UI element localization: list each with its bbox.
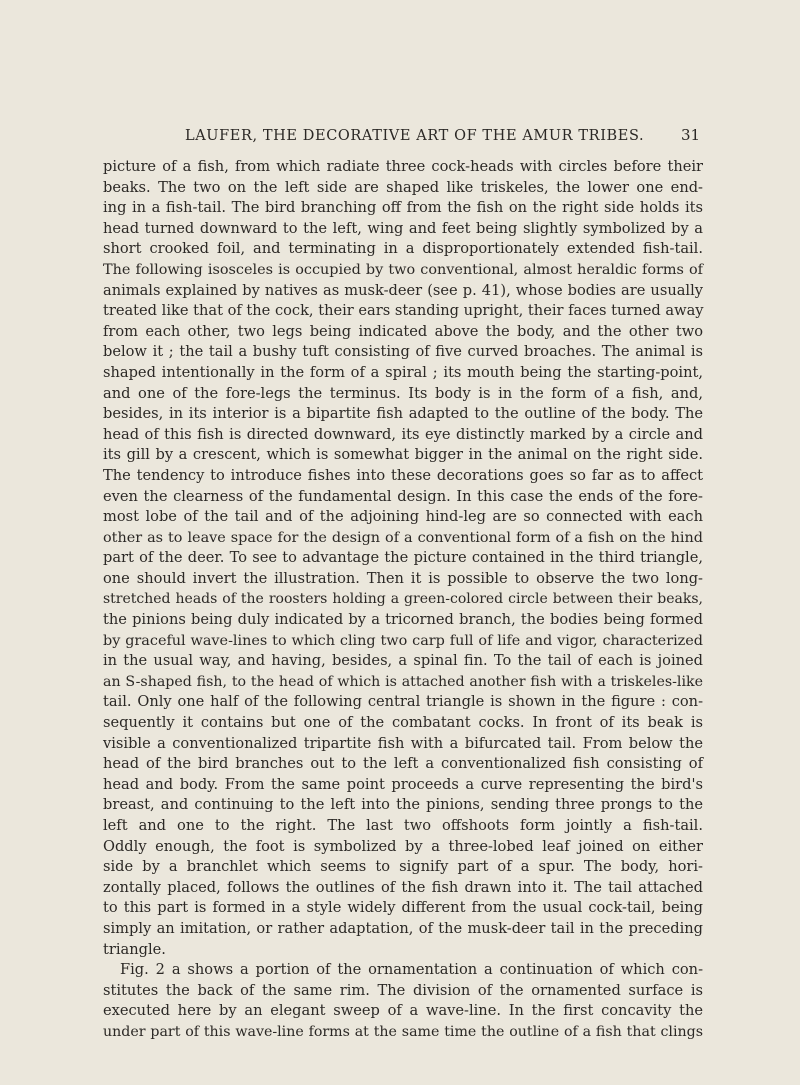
text-line: in the usual way, and having, besides, a spinal fin. To the tail of each is joined — [103, 652, 703, 670]
text-line: to this part is formed in a style widely different from the usual cock-tail, being — [103, 899, 703, 917]
text-line: The following isosceles is occupied by two conventional, almost heraldic forms of — [103, 261, 703, 278]
text-line: its gill by a crescent, which is somewhat bigger in the animal on the right side. — [103, 446, 703, 464]
text-line: executed here by an elegant sweep of a wave-line. In the first concavity the — [103, 1002, 703, 1020]
text-line: short crooked foil, and terminating in a disproportionately extended fish-tail. — [103, 240, 703, 258]
text-line: shaped intentionally in the form of a spiral ; its mouth being the starting-point, — [103, 363, 703, 381]
text-line: stretched heads of the roosters holding a green-colored circle between their beaks, — [103, 591, 703, 608]
paragraph-start-line: Fig. 2 a shows a portion of the ornamentation a continuation of which con- — [120, 961, 703, 979]
text-line: most lobe of the tail and of the adjoining hind-leg are so connected with each — [103, 508, 703, 526]
text-line: even the clearness of the fundamental design. In this case the ends of the fore- — [103, 487, 703, 505]
text-line: besides, in its interior is a bipartite fish adapted to the outline of the body. The — [103, 405, 703, 423]
page-number: 31 — [681, 126, 701, 144]
text-line: the pinions being duly indicated by a tricorned branch, the bodies being formed — [103, 611, 703, 629]
text-line: from each other, two legs being indicated above the body, and the other two — [103, 322, 703, 340]
text-line: other as to leave space for the design of a conventional form of a fish on the hind — [103, 529, 703, 546]
text-line: breast, and continuing to the left into the pinions, sending three prongs to the — [103, 796, 703, 814]
text-line: simply an imitation, or rather adaptation, of the musk-deer tail in the preceding — [103, 919, 703, 937]
text-line: head of the bird branches out to the left a conventionalized fish consisting of — [103, 755, 703, 773]
text-line: head and body. From the same point proceeds a curve representing the bird's — [103, 775, 703, 793]
text-line: part of the deer. To see to advantage the picture contained in the third triangle, — [103, 549, 703, 567]
text-line: below it ; the tail a bushy tuft consisting of five curved broaches. The animal is — [103, 343, 703, 361]
text-line: Oddly enough, the foot is symbolized by a three-lobed leaf joined on either — [103, 837, 703, 855]
text-line: stitutes the back of the same rim. The division of the ornamented surface is — [103, 981, 703, 999]
text-line: picture of a fish, from which radiate three cock-heads with circles before their — [103, 158, 703, 175]
text-line: and one of the fore-legs the terminus. Its body is in the form of a fish, and, — [103, 384, 703, 402]
text-line: beaks. The two on the left side are shaped like triskeles, the lower one end- — [103, 178, 703, 196]
text-line: under part of this wave-line forms at the same time the outline of a fish that clings — [103, 1023, 703, 1040]
text-line: sequently it contains but one of the combatant cocks. In front of its beak is — [103, 714, 703, 732]
text-line: treated like that of the cock, their ears standing upright, their faces turned away — [103, 302, 704, 320]
text-line: head of this fish is directed downward, its eye distinctly marked by a circle and — [103, 425, 703, 443]
text-line: visible a conventionalized tripartite fish with a bifurcated tail. From below the — [103, 734, 703, 752]
text-line: zontally placed, follows the outlines of the fish drawn into it. The tail attached — [103, 878, 703, 896]
paragraph-end-line: triangle. — [103, 940, 166, 958]
running-head: LAUFER, THE DECORATIVE ART OF THE AMUR TRIBES. — [185, 128, 645, 144]
text-line: The tendency to introduce fishes into these decorations goes so far as to affect — [103, 466, 703, 484]
text-line: head turned downward to the left, wing and feet being slightly symbolized by a — [103, 219, 703, 237]
text-line: one should invert the illustration. Then it is possible to observe the two long- — [103, 569, 703, 587]
text-line: ing in a fish-tail. The bird branching off from the fish on the right side holds its — [103, 199, 703, 217]
body-text — [103, 157, 703, 1043]
text-line: by graceful wave-lines to which cling two carp full of life and vigor, characterized — [103, 632, 703, 649]
text-line: animals explained by natives as musk-deer (see p. 41), whose bodies are usually — [103, 281, 703, 299]
text-line: an S-shaped fish, to the head of which is attached another fish with a triskeles-like — [103, 673, 703, 690]
text-line: tail. Only one half of the following central triangle is shown in the figure : con- — [103, 693, 703, 711]
text-line: left and one to the right. The last two offshoots form jointly a fish-tail. — [103, 817, 703, 834]
text-line: side by a branchlet which seems to signify part of a spur. The body, hori- — [103, 858, 703, 876]
